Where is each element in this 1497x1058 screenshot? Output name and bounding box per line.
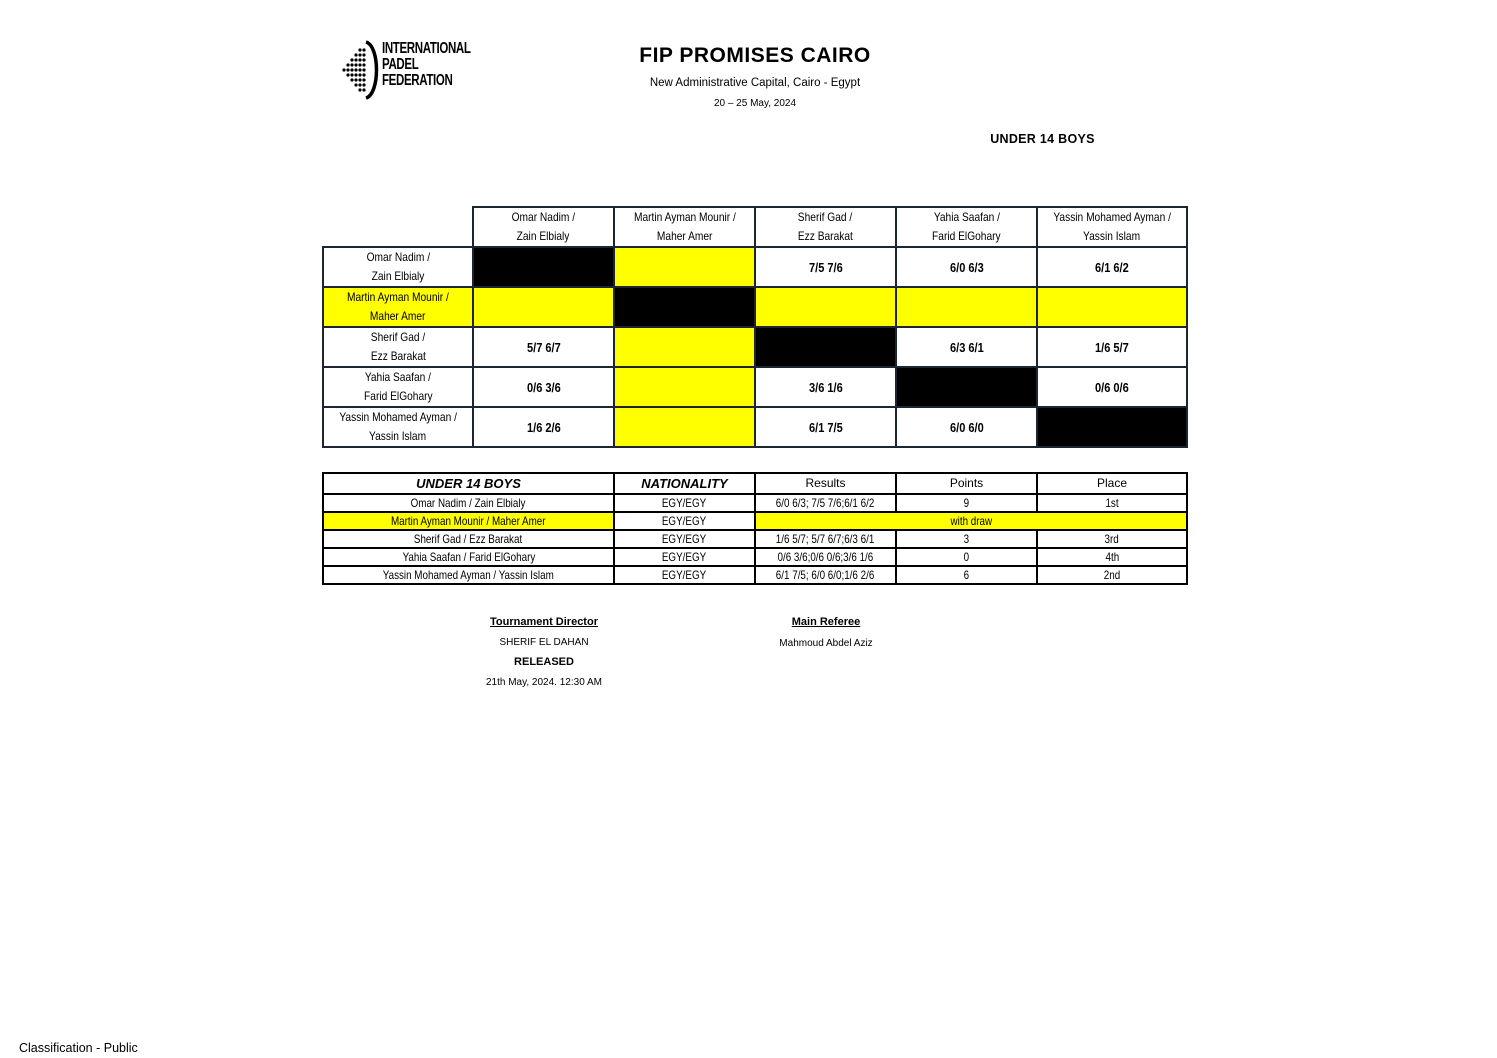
standings-points: 3 <box>896 530 1037 548</box>
standings-nationality: EGY/EGY <box>614 566 755 584</box>
matrix-row <box>323 247 1187 287</box>
matrix-score-cell: 1/6 5/7 <box>1037 327 1187 367</box>
standings-nationality: EGY/EGY <box>614 548 755 566</box>
matrix-score-cell: 6/3 6/1 <box>896 327 1037 367</box>
standings-header-row <box>323 473 1187 494</box>
matrix-self-cell <box>896 367 1037 407</box>
tournament-title: FIP PROMISES CAIRO <box>639 44 871 67</box>
matrix-withdrawn-cell <box>896 287 1037 327</box>
standings-place: 1st <box>1037 494 1187 512</box>
standings-row <box>323 494 1187 512</box>
padel-racket-logo-icon <box>340 38 380 102</box>
referee-label: Main Referee <box>791 616 861 628</box>
standings-results-header: Results <box>755 473 896 494</box>
matrix-withdrawn-cell <box>614 247 755 287</box>
standings-withdrawn-note: with draw <box>755 512 1187 530</box>
fip-logo <box>340 38 470 102</box>
standings-row <box>323 566 1187 584</box>
standings-place: 3rd <box>1037 530 1187 548</box>
matrix-withdrawn-cell <box>614 407 755 447</box>
matrix-row-header: Sherif Gad / Ezz Barakat <box>323 327 473 367</box>
standings-table <box>322 472 1188 585</box>
release-timestamp: 21th May, 2024. 12:30 AM <box>485 677 602 688</box>
standings-pair: Yahia Saafan / Farid ElGohary <box>323 548 614 566</box>
standings-points: 0 <box>896 548 1037 566</box>
matrix-score-cell: 6/0 6/0 <box>896 407 1037 447</box>
logo-wordmark <box>382 41 471 89</box>
matrix-score-cell: 3/6 1/6 <box>755 367 896 407</box>
matrix-self-cell <box>473 247 614 287</box>
matrix-self-cell <box>755 327 896 367</box>
standings-points: 6 <box>896 566 1037 584</box>
tournament-dates: 20 – 25 May, 2024 <box>713 98 797 109</box>
standings-category-header: UNDER 14 BOYS <box>323 473 614 494</box>
matrix-col-header: Yahia Saafan / Farid ElGohary <box>896 207 1037 247</box>
matrix-row-header: Yassin Mohamed Ayman / Yassin Islam <box>323 407 473 447</box>
matrix-score-cell: 5/7 6/7 <box>473 327 614 367</box>
matrix-row <box>323 327 1187 367</box>
standings-results: 6/1 7/5; 6/0 6/0;1/6 2/6 <box>755 566 896 584</box>
standings-pair: Omar Nadim / Zain Elbialy <box>323 494 614 512</box>
tournament-venue: New Administrative Capital, Cairo - Egypt <box>649 77 861 89</box>
matrix-self-cell <box>614 287 755 327</box>
matrix-score-cell: 0/6 3/6 <box>473 367 614 407</box>
matrix-col-header: Omar Nadim / Zain Elbialy <box>473 207 614 247</box>
round-robin-matrix <box>322 206 1188 448</box>
matrix-col-header: Sherif Gad / Ezz Barakat <box>755 207 896 247</box>
director-label: Tournament Director <box>490 616 598 628</box>
matrix-row-withdrawn <box>323 287 1187 327</box>
logo-line: FEDERATION <box>382 72 453 89</box>
standings-results: 1/6 5/7; 5/7 6/7;6/3 6/1 <box>755 530 896 548</box>
matrix-self-cell <box>1037 407 1187 447</box>
standings-nationality: EGY/EGY <box>614 494 755 512</box>
matrix-score-cell: 6/0 6/3 <box>896 247 1037 287</box>
category-heading: UNDER 14 BOYS <box>990 132 1095 146</box>
matrix-row <box>323 407 1187 447</box>
matrix-row-header: Martin Ayman Mounir / Maher Amer <box>323 287 473 327</box>
matrix-withdrawn-cell <box>1037 287 1187 327</box>
classification-label: Classification - Public <box>19 1041 138 1055</box>
standings-row <box>323 530 1187 548</box>
director-name: SHERIF EL DAHAN <box>499 637 589 648</box>
standings-nationality-header: NATIONALITY <box>614 473 755 494</box>
standings-results: 6/0 6/3; 7/5 7/6;6/1 6/2 <box>755 494 896 512</box>
matrix-score-cell: 7/5 7/6 <box>755 247 896 287</box>
standings-points: 9 <box>896 494 1037 512</box>
matrix-withdrawn-cell <box>614 367 755 407</box>
release-status: RELEASED <box>514 656 574 668</box>
standings-place-header: Place <box>1037 473 1187 494</box>
standings-nationality: EGY/EGY <box>614 530 755 548</box>
matrix-withdrawn-cell <box>614 327 755 367</box>
standings-place: 4th <box>1037 548 1187 566</box>
matrix-header-row <box>323 207 1187 247</box>
matrix-withdrawn-cell <box>755 287 896 327</box>
standings-nationality: EGY/EGY <box>614 512 755 530</box>
matrix-col-header: Martin Ayman Mounir / Maher Amer <box>614 207 755 247</box>
standings-row <box>323 548 1187 566</box>
logo-line: PADEL <box>382 56 419 73</box>
logo-line: INTERNATIONAL <box>382 40 471 57</box>
matrix-corner <box>323 207 473 247</box>
standings-pair: Yassin Mohamed Ayman / Yassin Islam <box>323 566 614 584</box>
matrix-score-cell: 6/1 6/2 <box>1037 247 1187 287</box>
standings-row-withdrawn <box>323 512 1187 530</box>
standings-results: 0/6 3/6;0/6 0/6;3/6 1/6 <box>755 548 896 566</box>
matrix-withdrawn-cell <box>473 287 614 327</box>
standings-place: 2nd <box>1037 566 1187 584</box>
referee-name: Mahmoud Abdel Aziz <box>779 638 873 649</box>
matrix-col-header: Yassin Mohamed Ayman / Yassin Islam <box>1037 207 1187 247</box>
standings-pair: Sherif Gad / Ezz Barakat <box>323 530 614 548</box>
matrix-score-cell: 0/6 0/6 <box>1037 367 1187 407</box>
standings-pair: Martin Ayman Mounir / Maher Amer <box>323 512 614 530</box>
matrix-row <box>323 367 1187 407</box>
matrix-score-cell: 6/1 7/5 <box>755 407 896 447</box>
matrix-row-header: Omar Nadim / Zain Elbialy <box>323 247 473 287</box>
matrix-score-cell: 1/6 2/6 <box>473 407 614 447</box>
standings-points-header: Points <box>896 473 1037 494</box>
matrix-row-header: Yahia Saafan / Farid ElGohary <box>323 367 473 407</box>
